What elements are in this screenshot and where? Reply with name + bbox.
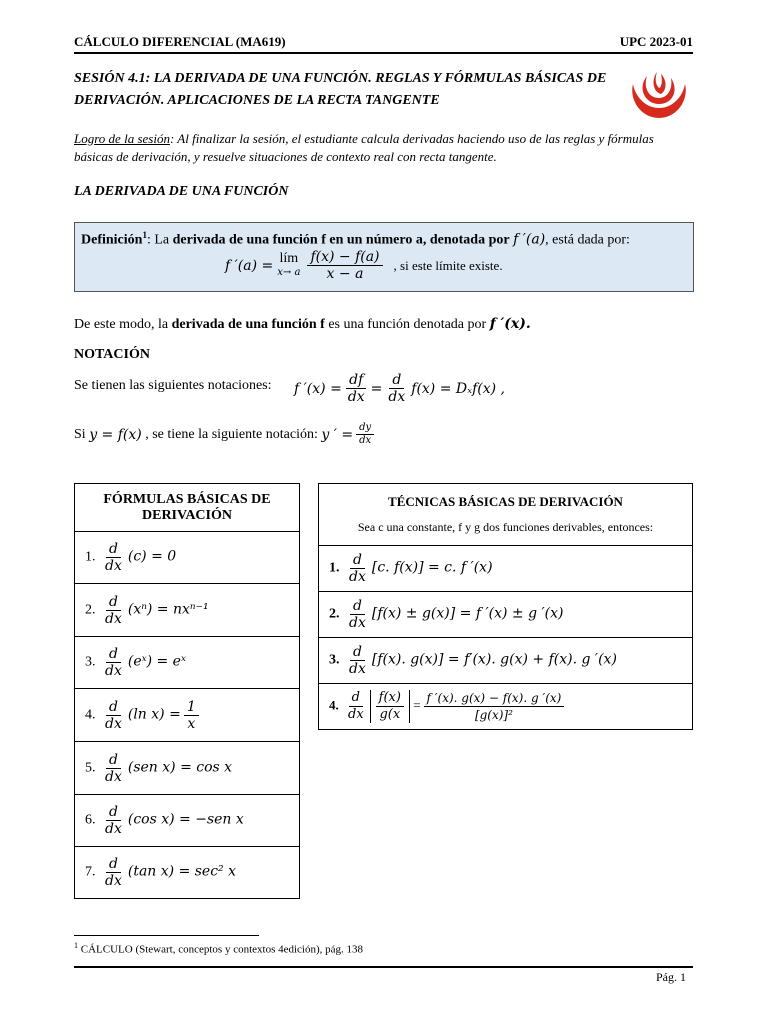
upc-logo-icon [627, 70, 691, 120]
footer-rule [74, 966, 693, 968]
definition-box [74, 222, 694, 292]
formula-row: 5. $\frac{d}{dx}$ (sen x) = cos x [75, 742, 300, 795]
definition-symbol: f ′(a) [513, 231, 546, 248]
goal-label: Logro de la sesión [74, 131, 170, 146]
techniques-intro: Sea c una constante, f y g dos funciones derivables, entonces: [357, 520, 654, 534]
definition-bold: derivada de una función f en un número a, denotada por [172, 232, 510, 248]
formula-row: 4. $\frac{d}{dx}$ (ln x) = $\frac{1}{x}$ [75, 689, 300, 742]
session-title: SESIÓN 4.1: LA DERIVADA DE UNA FUNCIÓN. REGLAS Y FÓRMULAS BÁSICAS DE DERIVACIÓN. APLICACIONES DE LA RECTA TANGENTE [74, 71, 607, 108]
term-label: UPC 2023-01 [619, 34, 693, 49]
page-header [74, 34, 693, 50]
definition-label: Definición [81, 232, 143, 248]
techniques-header-cell [319, 484, 693, 546]
technique-row: 3. $\frac{d}{dx}$ [f(x). g(x)] = f′(x). g(x) + f(x). g ′(x) [319, 638, 693, 684]
header-rule [74, 52, 693, 54]
formula-row: 1. $\frac{d}{dx}$ (c) = 0 [75, 532, 300, 584]
derivative-paragraph: De este modo, la derivada de una función f es una función denotada por f ′(x). [74, 316, 531, 332]
goal-text: : Al finalizar la sesión, el estudiante calcula derivadas haciendo uso de las reglas y fórmulas básicas de derivación, y resuelve situaciones de contexto real con recta tangente. [74, 131, 654, 164]
limit-operator: lím x→ a [277, 250, 301, 278]
definition-formula: f ′(a) = lím x→ a $\frac{f(x) - f(a)}{x - a}$ , si este límite existe. [225, 249, 503, 282]
notation-intro: Se tienen las siguientes notaciones: [74, 378, 272, 393]
notation-y: Si y = f(x) , se tiene la siguiente notación: y ′ = $\frac{dy}{dx}$ [74, 422, 377, 447]
formulas-table [74, 483, 300, 899]
technique-row: 2. $\frac{d}{dx}$ [f(x) ± g(x)] = f ′(x) ± g ′(x) [319, 592, 693, 638]
formula-row: 6. $\frac{d}{dx}$ (cos x) = −sen x [75, 795, 300, 847]
formula-row: 7. $\frac{d}{dx}$ (tan x) = sec² x [75, 847, 300, 899]
definition-line: Definición$^1$: La derivada de una función f en un número a, denotada por f ′(a), está dada por: [81, 230, 630, 248]
section-title: LA DERIVADA DE UNA FUNCIÓN [74, 184, 289, 199]
techniques-header: TÉCNICAS BÁSICAS DE DERIVACIÓN [388, 494, 623, 509]
formula-row: 3. $\frac{d}{dx}$ (eˣ) = eˣ [75, 637, 300, 689]
technique-row: 1. $\frac{d}{dx}$ [c. f(x)] = c. f ′(x) [319, 546, 693, 592]
notation-heading: NOTACIÓN [74, 347, 150, 362]
technique-row: 4. $\frac{d}{dx}$ $\frac{f(x)}{g(x}$ = $\frac{f '(x). g(x) - f(x). g '(x)}{\text{[g(x)]²}}$ [319, 684, 693, 730]
course-name: CÁLCULO DIFERENCIAL (MA619) [74, 34, 286, 49]
page-number: Pág. 1 [656, 970, 686, 984]
formula-row: 2. $\frac{d}{dx}$ (xⁿ) = nxⁿ⁻¹ [75, 584, 300, 637]
session-goal [74, 130, 674, 166]
notation-formula: f ′(x) = $\frac{df}{dx}$ = $\frac{d}{dx}$ f(x) = Dₓf(x) , [294, 372, 505, 405]
formulas-header: FÓRMULAS BÁSICAS DE DERIVACIÓN [75, 484, 300, 532]
footnote-rule [74, 935, 259, 936]
difference-quotient: $\frac{f(x) - f(a)}{x - a}$ [307, 249, 382, 282]
techniques-table [318, 483, 693, 730]
footnote: $^1$ CÁLCULO (Stewart, conceptos y contextos 4edición), pág. 138 [74, 941, 364, 956]
